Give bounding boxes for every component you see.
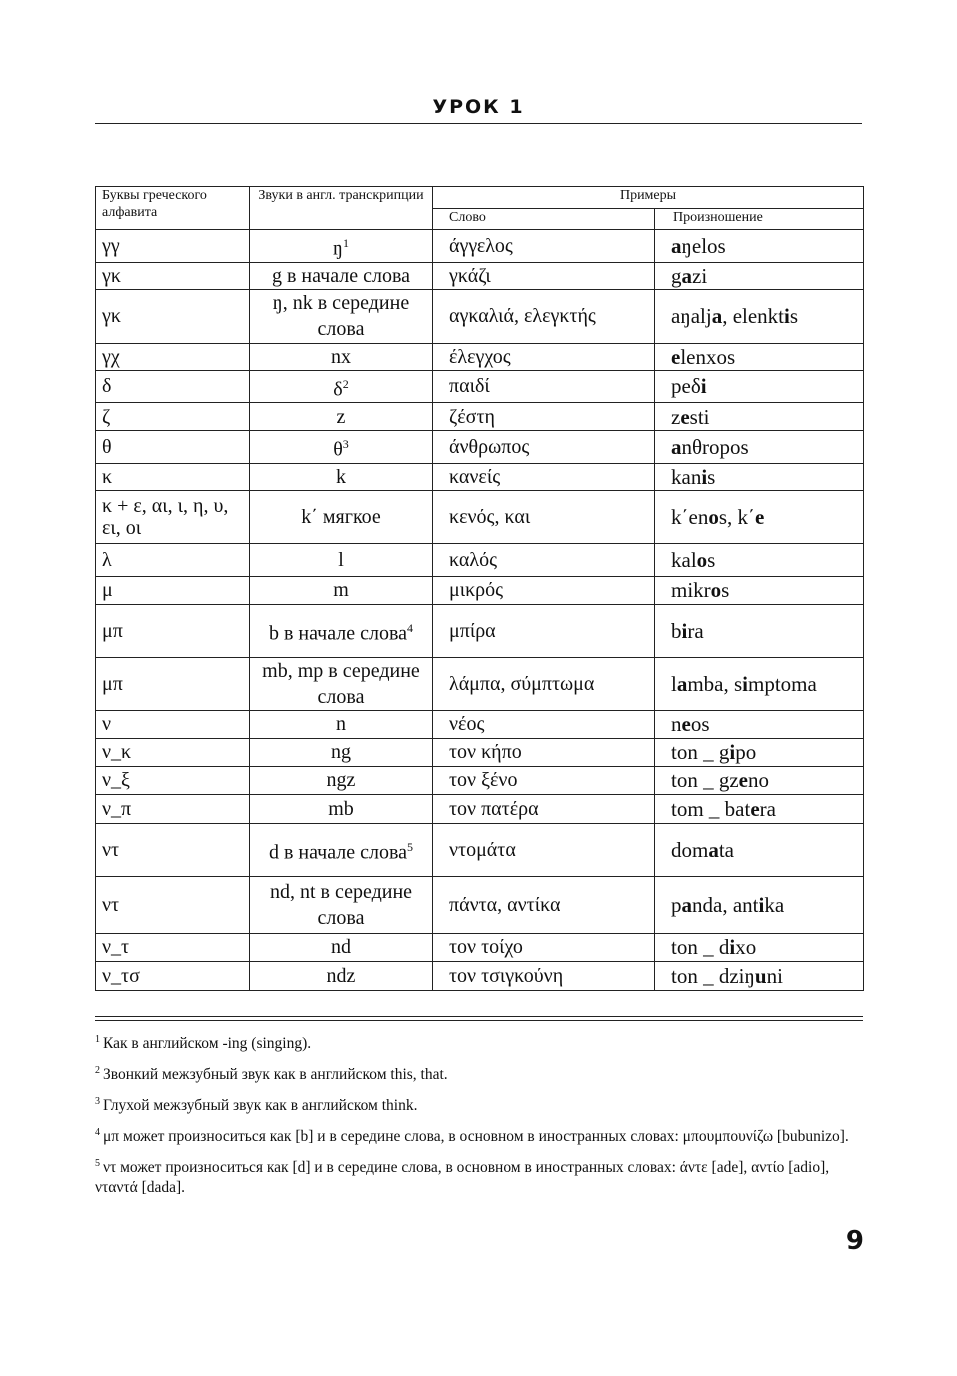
- sound-text: nx: [331, 345, 351, 368]
- pronunciation-cell: [655, 823, 864, 876]
- stressed-syllable: i: [784, 304, 790, 329]
- pronunciation-cell: [655, 933, 864, 961]
- example-word-cell: νέος: [433, 710, 655, 738]
- example-word-cell: τον τοίχο: [433, 933, 655, 961]
- pronunciation-text: p: [671, 892, 682, 917]
- sound-cell: [250, 738, 433, 766]
- sound-cell: [250, 230, 433, 263]
- pronunciation-text: os: [690, 712, 710, 737]
- pronunciation-text: ra: [687, 618, 704, 643]
- greek-letter-cell: ν_ξ: [96, 766, 250, 794]
- pronunciation-text: lenxos: [680, 344, 736, 369]
- footnote-divider-double: [95, 1020, 863, 1021]
- stressed-syllable: a: [671, 233, 682, 258]
- pronunciation-text: ta: [718, 837, 734, 862]
- sound-text: k: [336, 465, 346, 488]
- sound-text: nd, nt в середине слова: [269, 880, 413, 929]
- page-number: 9: [845, 1226, 864, 1256]
- pronunciation-text: g: [671, 263, 682, 288]
- pronunciation-cell: [655, 230, 864, 263]
- stressed-syllable: a: [681, 263, 692, 288]
- greek-letter-cell: μπ: [96, 657, 250, 710]
- pronunciation-text: s: [707, 464, 716, 489]
- pronunciation-text: po: [735, 740, 757, 765]
- footnote-ref[interactable]: 1: [342, 236, 349, 250]
- sound-text: ŋ: [333, 237, 343, 260]
- stressed-syllable: a: [711, 304, 723, 329]
- pronunciation-cell: [655, 431, 864, 464]
- sound-text: ngz: [326, 769, 356, 792]
- footnote-number: 3: [95, 1095, 100, 1107]
- table-row: [96, 576, 864, 604]
- sound-cell: [250, 710, 433, 738]
- pronunciation-text: b: [671, 618, 682, 643]
- sound-cell: [250, 933, 433, 961]
- sound-cell: [250, 576, 433, 604]
- example-word-cell: άγγελος: [433, 230, 655, 263]
- stressed-syllable: e: [738, 768, 748, 793]
- pronunciation-cell: [655, 766, 864, 794]
- stressed-syllable: a: [681, 892, 692, 917]
- example-word-cell: ντομάτα: [433, 823, 655, 876]
- table-row: [96, 289, 864, 343]
- table-row: [96, 604, 864, 657]
- stressed-syllable: e: [681, 712, 691, 737]
- footnote-number: 5: [95, 1157, 100, 1169]
- table-row: [96, 657, 864, 710]
- table-row: [96, 766, 864, 794]
- greek-letter-cell: ν_τ: [96, 933, 250, 961]
- sound-text: ŋ, nk в середине слова: [272, 292, 410, 341]
- example-word-cell: λάμπα, σύμπτωμα: [433, 657, 655, 710]
- greek-letter-cell: ν_τσ: [96, 961, 250, 990]
- stressed-syllable: i: [701, 464, 708, 489]
- pronunciation-cell: [655, 738, 864, 766]
- header-sounds: Звуки в англ. транскрипции: [250, 187, 433, 230]
- sound-cell: [250, 343, 433, 370]
- header-word: Слово: [433, 209, 655, 230]
- footnote-text: ντ может произноситься как [d] и в середине слова, в основном в иностранных словах: άντε [ade], αντίο [adio], νταντά [dada].: [95, 1159, 830, 1196]
- greek-letter-cell: μπ: [96, 604, 250, 657]
- pronunciation-text: peδ: [671, 374, 701, 399]
- footnote: [95, 1158, 865, 1198]
- sound-text: ndz: [326, 964, 356, 987]
- footnotes: [95, 1034, 865, 1209]
- pronunciation-text: tom _ bat: [671, 796, 751, 821]
- stressed-syllable: o: [708, 504, 719, 529]
- sound-cell: [250, 289, 433, 343]
- pronunciation-cell: [655, 876, 864, 933]
- sound-cell: [250, 657, 433, 710]
- stressed-syllable: a: [671, 435, 682, 460]
- pronunciation-cell: [655, 370, 864, 403]
- pronunciation-cell: [655, 604, 864, 657]
- pronunciation-text: s: [789, 304, 799, 329]
- pronunciation-cell: [655, 490, 864, 543]
- example-word-cell: έλεγχος: [433, 343, 655, 370]
- pronunciation-cell: [655, 710, 864, 738]
- table-row: [96, 230, 864, 263]
- example-word-cell: γκάζι: [433, 262, 655, 289]
- example-word-cell: παιδί: [433, 370, 655, 403]
- footnote-number: 4: [95, 1126, 100, 1138]
- pronunciation-text: z: [671, 404, 681, 429]
- lesson-title: УРОК 1: [432, 96, 525, 118]
- greek-letter-cell: ν_κ: [96, 738, 250, 766]
- stressed-syllable: i: [700, 374, 707, 399]
- pronunciation-text: no: [747, 768, 769, 793]
- stressed-syllable: e: [680, 404, 690, 429]
- table-row: [96, 876, 864, 933]
- greek-letter-cell: λ: [96, 543, 250, 576]
- footnote-ref[interactable]: 2: [342, 376, 349, 391]
- greek-letter-cell: μ: [96, 576, 250, 604]
- sound-text: δ: [333, 378, 343, 401]
- sound-cell: [250, 823, 433, 876]
- stressed-syllable: i: [681, 618, 688, 643]
- sound-text: m: [333, 579, 349, 602]
- sound-text: z: [336, 405, 346, 428]
- sound-cell: [250, 490, 433, 543]
- pronunciation-text: n: [671, 712, 682, 737]
- pronunciation-text: sti: [689, 404, 710, 429]
- table-header-row: [96, 187, 864, 209]
- pronunciation-text: zi: [692, 263, 708, 288]
- stressed-syllable: o: [696, 547, 708, 572]
- example-word-cell: πάντα, αντίκα: [433, 876, 655, 933]
- stressed-syllable: a: [708, 837, 719, 862]
- sound-text: θ: [333, 438, 343, 461]
- pronunciation-text: aŋalj: [671, 304, 712, 329]
- sound-text: k΄ мягкое: [301, 505, 381, 528]
- pronunciation-text: dom: [671, 837, 709, 862]
- pronunciation-text: ton _ dziŋ: [671, 963, 755, 988]
- table-row: [96, 933, 864, 961]
- pronunciation-text: ton _ g: [671, 740, 730, 765]
- pronunciation-text: nθropos: [681, 435, 749, 460]
- sound-text: n: [336, 713, 346, 736]
- sound-cell: [250, 604, 433, 657]
- sound-cell: [250, 431, 433, 464]
- pronunciation-cell: [655, 289, 864, 343]
- stressed-syllable: e: [671, 344, 681, 369]
- sound-text: nd: [331, 936, 351, 959]
- pronunciation-text: ton _ gz: [671, 768, 739, 793]
- example-word-cell: τον τσιγκούνη: [433, 961, 655, 990]
- pronunciation-cell: [655, 794, 864, 823]
- greek-letter-cell: γχ: [96, 343, 250, 370]
- header-pronunciation: Произношение: [655, 209, 864, 230]
- stressed-syllable: o: [710, 578, 722, 603]
- sound-cell: [250, 961, 433, 990]
- stressed-syllable: e: [750, 796, 760, 821]
- footnote-ref[interactable]: 3: [342, 437, 349, 452]
- example-word-cell: αγκαλιά, ελεγκτής: [433, 289, 655, 343]
- example-word-cell: μπίρα: [433, 604, 655, 657]
- pronunciation-text: ton _ d: [671, 935, 730, 960]
- greek-letter-cell: ζ: [96, 403, 250, 431]
- table-row: [96, 431, 864, 464]
- table-row: [96, 370, 864, 403]
- example-word-cell: ζέστη: [433, 403, 655, 431]
- pronunciation-text: ŋelos: [681, 233, 726, 258]
- table-row: [96, 710, 864, 738]
- sound-cell: [250, 794, 433, 823]
- pronunciation-text: mikr: [671, 578, 711, 603]
- greek-letter-cell: ν: [96, 710, 250, 738]
- pronunciation-cell: [655, 961, 864, 990]
- example-word-cell: άνθρωπος: [433, 431, 655, 464]
- table-body: [96, 230, 864, 991]
- pronunciation-text: s: [707, 547, 716, 572]
- footnote-text: Глухой межзубный звук как в английском think.: [103, 1097, 418, 1114]
- table-row: [96, 794, 864, 823]
- footnote: [95, 1127, 865, 1147]
- pronunciation-cell: [655, 576, 864, 604]
- greek-letter-cell: γκ: [96, 289, 250, 343]
- example-word-cell: κενός, και: [433, 490, 655, 543]
- table-row: [96, 343, 864, 370]
- example-word-cell: τον κήπο: [433, 738, 655, 766]
- stressed-syllable: i: [729, 935, 736, 960]
- pronunciation-text: mptoma: [748, 671, 817, 696]
- pronunciation-text: nda, ant: [692, 892, 759, 917]
- pronunciation-text: ni: [766, 963, 783, 988]
- pronunciation-cell: [655, 343, 864, 370]
- sound-cell: [250, 876, 433, 933]
- sound-cell: [250, 262, 433, 289]
- stressed-syllable: i: [742, 671, 749, 696]
- example-word-cell: καλός: [433, 543, 655, 576]
- greek-letter-cell: ντ: [96, 823, 250, 876]
- footnote-number: 2: [95, 1064, 100, 1076]
- greek-letter-cell: δ: [96, 370, 250, 403]
- table-row: [96, 463, 864, 490]
- pronunciation-text: s, k΄: [718, 504, 755, 529]
- greek-letter-cell: κ + ε, αι, ι, η, υ, ει, οι: [96, 490, 250, 543]
- sound-cell: [250, 370, 433, 403]
- table-row: [96, 961, 864, 990]
- sound-text: b в начале слова: [268, 622, 408, 645]
- table-row: [96, 403, 864, 431]
- greek-letter-cell: ν_π: [96, 794, 250, 823]
- pronunciation-text: kal: [671, 547, 697, 572]
- pronunciation-text: s: [721, 578, 730, 603]
- sound-text: g в начале слова: [271, 264, 411, 287]
- example-word-cell: κανείς: [433, 463, 655, 490]
- header-divider: [95, 123, 862, 124]
- sound-text: mb, mp в середине слова: [262, 659, 420, 708]
- sound-cell: [250, 403, 433, 431]
- greek-letter-cell: ντ: [96, 876, 250, 933]
- pronunciation-text: k΄en: [671, 504, 709, 529]
- example-word-cell: μικρός: [433, 576, 655, 604]
- stressed-syllable: a: [676, 671, 688, 696]
- pronunciation-cell: [655, 543, 864, 576]
- stressed-syllable: u: [754, 963, 767, 988]
- pronunciation-text: kan: [671, 464, 702, 489]
- pronunciation-cell: [655, 262, 864, 289]
- footnote-text: Как в английском -ing (singing).: [103, 1035, 312, 1052]
- footnote: [95, 1065, 865, 1085]
- stressed-syllable: i: [758, 892, 765, 917]
- sound-cell: [250, 543, 433, 576]
- greek-letter-cell: θ: [96, 431, 250, 464]
- sound-text: mb: [328, 797, 354, 820]
- greek-letter-cell: γκ: [96, 262, 250, 289]
- footnote-ref[interactable]: 4: [407, 621, 414, 636]
- footnote-number: 1: [95, 1033, 100, 1045]
- stressed-syllable: i: [729, 740, 736, 765]
- footnote: [95, 1096, 865, 1116]
- table-row: [96, 738, 864, 766]
- table-row: [96, 490, 864, 543]
- sound-cell: [250, 463, 433, 490]
- table-row: [96, 543, 864, 576]
- stressed-syllable: e: [755, 504, 765, 529]
- pronunciation-text: , elenkt: [722, 304, 785, 329]
- pronunciation-text: xo: [735, 935, 757, 960]
- footnote-ref[interactable]: 5: [407, 840, 414, 855]
- pronunciation-text: l: [671, 671, 677, 696]
- sound-text: d в начале слова: [268, 841, 408, 864]
- example-word-cell: τον πατέρα: [433, 794, 655, 823]
- pronunciation-text: mba, s: [687, 671, 743, 696]
- pronunciation-cell: [655, 403, 864, 431]
- footnote-text: μπ может произноситься как [b] и в середине слова, в основном в иностранных словах: μπουμπουνίζω [bubunizo].: [103, 1128, 849, 1145]
- sound-text: l: [338, 548, 344, 571]
- footnote-text: Звонкий межзубный звук как в английском this, that.: [103, 1066, 448, 1083]
- greek-letter-cell: κ: [96, 463, 250, 490]
- sound-cell: [250, 766, 433, 794]
- table-row: [96, 262, 864, 289]
- header-letters: Буквы греческого алфавита: [96, 187, 250, 230]
- pronunciation-text: ka: [764, 892, 785, 917]
- header-examples: Примеры: [433, 187, 864, 209]
- footnote-divider: [95, 1016, 863, 1017]
- footnote: [95, 1034, 865, 1054]
- pronunciation-cell: [655, 657, 864, 710]
- sound-text: ng: [331, 741, 351, 764]
- pronunciation-cell: [655, 463, 864, 490]
- example-word-cell: τον ξένο: [433, 766, 655, 794]
- pronunciation-text: ra: [759, 796, 776, 821]
- greek-letter-cell: γγ: [96, 230, 250, 263]
- pronunciation-table: [95, 186, 864, 991]
- table-row: [96, 823, 864, 876]
